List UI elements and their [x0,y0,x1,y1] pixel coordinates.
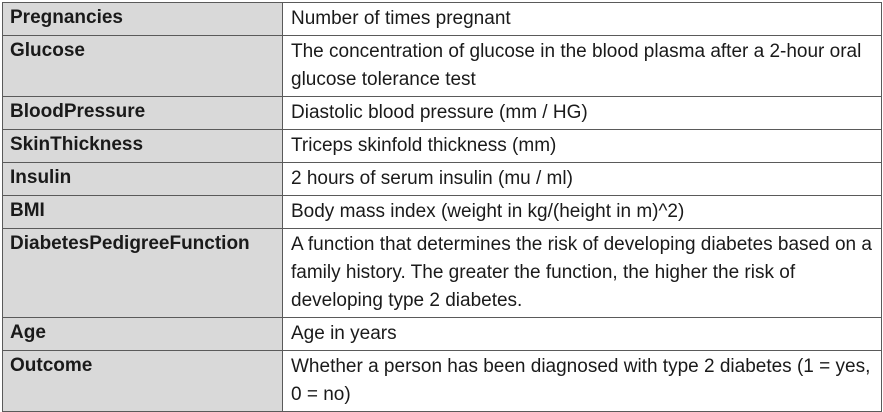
table-row [3,36,882,97]
feature-description-cell: 2 hours of serum insulin (mu / ml) [283,163,882,196]
feature-name-cell: Insulin [3,163,283,196]
table-row [3,351,882,412]
feature-name-cell: BloodPressure [3,97,283,130]
feature-name-cell: Age [3,318,283,351]
feature-description-cell: Diastolic blood pressure (mm / HG) [283,97,882,130]
feature-name-cell: SkinThickness [3,130,283,163]
table-row [3,229,882,318]
feature-description-cell: Body mass index (weight in kg/(height in m)^2) [283,196,882,229]
table-row [3,318,882,351]
feature-description-cell: Triceps skinfold thickness (mm) [283,130,882,163]
feature-name-cell: Glucose [3,36,283,97]
feature-description-cell: The concentration of glucose in the blood plasma after a 2-hour oral glucose tolerance test [283,36,882,97]
feature-name-cell: DiabetesPedigreeFunction [3,229,283,318]
table-row [3,130,882,163]
feature-description-cell: Number of times pregnant [283,3,882,36]
feature-description-cell: Age in years [283,318,882,351]
feature-name-cell: Pregnancies [3,3,283,36]
table-row [3,97,882,130]
feature-definitions-table [2,2,882,412]
table-row [3,163,882,196]
feature-description-cell: Whether a person has been diagnosed with type 2 diabetes (1 = yes, 0 = no) [283,351,882,412]
feature-name-cell: BMI [3,196,283,229]
table-row [3,3,882,36]
feature-description-cell: A function that determines the risk of developing diabetes based on a family history. The greater the function, the higher the risk of developing type 2 diabetes. [283,229,882,318]
table-row [3,196,882,229]
feature-name-cell: Outcome [3,351,283,412]
